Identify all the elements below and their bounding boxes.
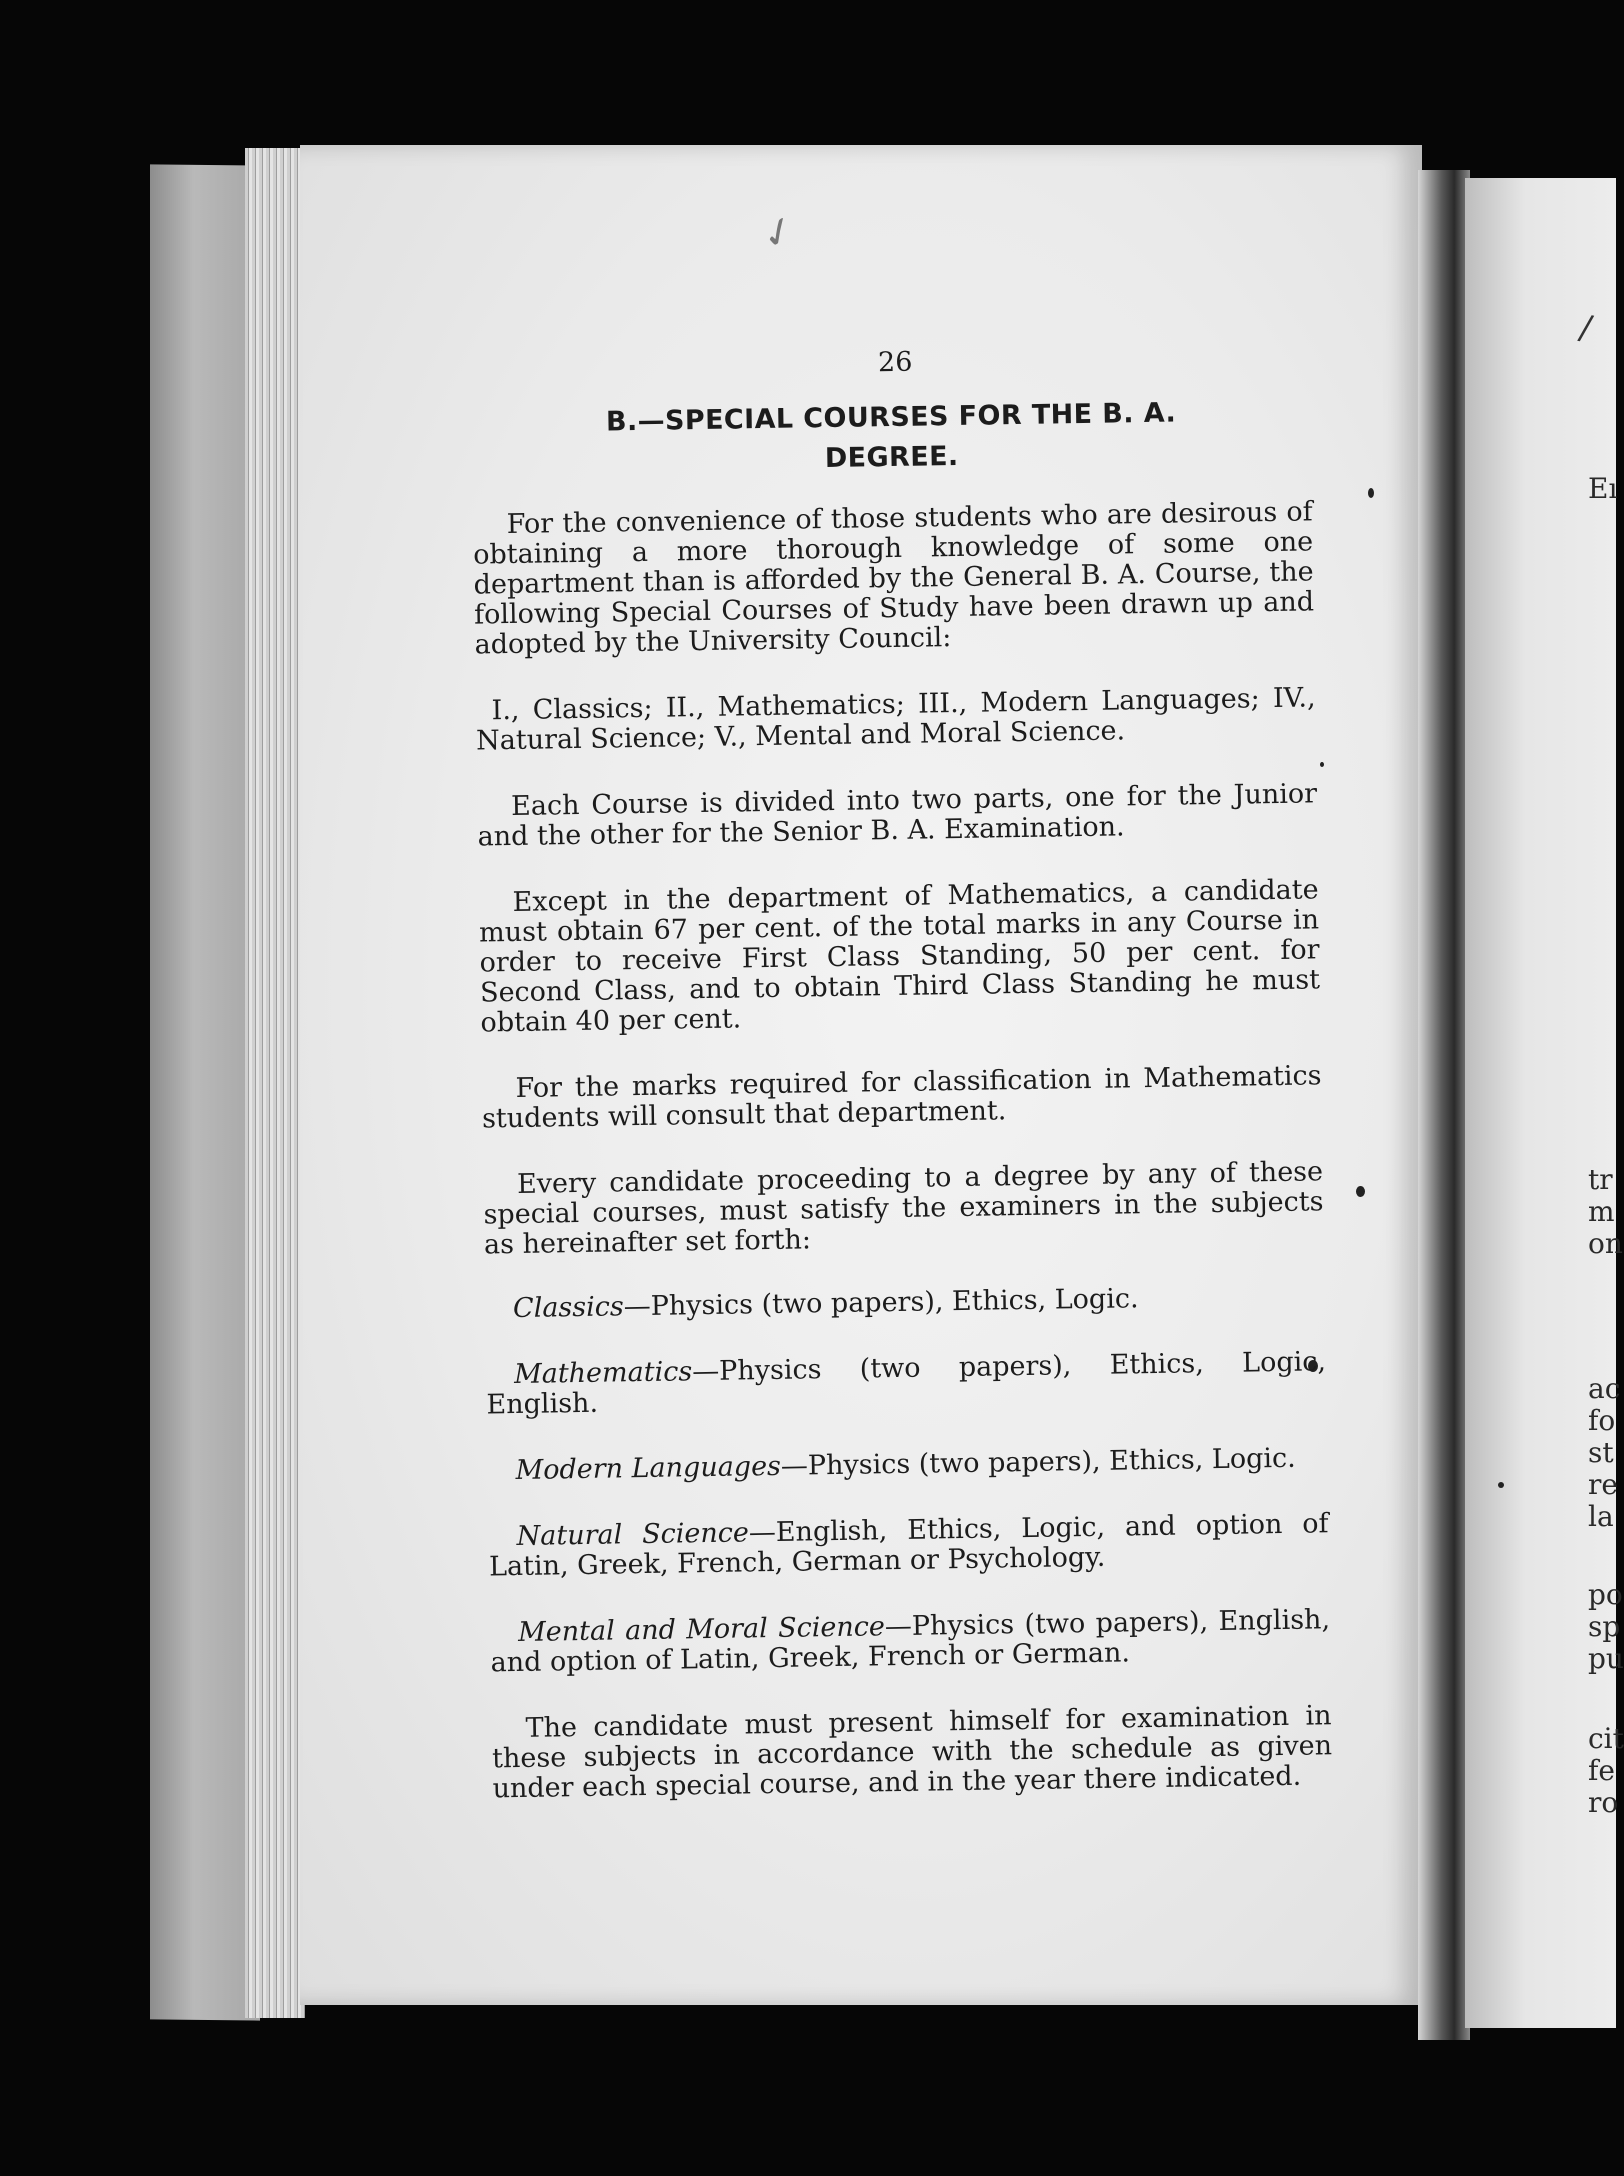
subject-entry-classics xyxy=(485,1281,1325,1324)
subject-requirements: —Physics (two papers), English, and option of Latin, Greek, French or German. xyxy=(490,1604,1331,1679)
subject-name: Modern Languages xyxy=(515,1450,782,1487)
facing-fragment: la xyxy=(1588,1500,1614,1533)
pencil-mark: ✓ xyxy=(753,205,804,261)
examiners-paragraph: Every candidate proceeding to a degree by any of these special courses, must satisfy the examiners in the subjects as hereinafter set forth: xyxy=(483,1156,1324,1261)
facing-fragment: tr xyxy=(1588,1163,1613,1196)
closing-paragraph: The candidate must present himself for examination in these subjects in accordance with the schedule as given under each special course, and in the year there indicated. xyxy=(491,1700,1333,1805)
standing-requirements-paragraph: Except in the department of Mathematics, a candidate must obtain 67 per cent. of the total marks in any Course in order to receive First Class Standing, 50 per cent. for Second Class, and to obtain Third Class Standing he must obtain 40 per cent. xyxy=(478,874,1321,1039)
speck xyxy=(1498,1482,1504,1488)
section-title-line-1: B.—SPECIAL COURSES FOR THE B. A. xyxy=(605,397,1177,438)
speck xyxy=(1320,762,1324,767)
facing-fragment: ro xyxy=(1588,1786,1619,1819)
course-parts-paragraph: Each Course is divided into two parts, one for the Junior and the other for the Senior B. A. Examination. xyxy=(477,778,1318,853)
facing-fragment: sp xyxy=(1588,1610,1621,1643)
subject-name: Mental and Moral Science xyxy=(517,1611,886,1648)
course-list-paragraph: I., Classics; II., Mathematics; III., Modern Languages; IV., Natural Science; V., Mental and Moral Science. xyxy=(475,682,1316,757)
section-title-line-2: DEGREE. xyxy=(824,440,959,475)
subject-entry-mathematics xyxy=(486,1347,1327,1420)
subject-entry-modern-languages xyxy=(487,1443,1327,1486)
facing-fragment: po xyxy=(1588,1578,1623,1611)
subject-name: Classics xyxy=(512,1291,624,1325)
facing-fragment: on xyxy=(1588,1227,1623,1260)
book-cover-edge xyxy=(150,164,260,2020)
facing-fragment: st xyxy=(1588,1436,1614,1469)
facing-fragment: pu xyxy=(1588,1642,1624,1675)
subject-requirements: —Physics (two papers), Ethics, Logic, English. xyxy=(486,1346,1327,1421)
book-gutter xyxy=(1418,170,1470,2040)
facing-fragment: fo xyxy=(1588,1404,1616,1437)
facing-fragment: cit xyxy=(1588,1722,1624,1755)
subject-requirements: —Physics (two papers), Ethics, Logic. xyxy=(623,1283,1139,1323)
subject-name: Mathematics xyxy=(513,1356,693,1391)
facing-fragment: m xyxy=(1588,1195,1615,1228)
page-number: 26 xyxy=(877,346,913,379)
mathematics-marks-paragraph: For the marks required for classification in Mathematics students will consult that department. xyxy=(481,1060,1322,1135)
speck xyxy=(1368,488,1374,498)
intro-paragraph: For the convenience of those students who are desirous of obtaining a more thorough knowledge of some one department than is afforded by the General B. A. Course, the following Special Courses of Study have been drawn up and adopted by the University Council: xyxy=(472,496,1315,661)
subject-requirements: —Physics (two papers), Ethics, Logic. xyxy=(780,1442,1296,1482)
facing-page-mark: / xyxy=(1575,307,1596,349)
subject-name: Natural Science xyxy=(516,1517,750,1553)
facing-fragment: Eı xyxy=(1588,472,1618,505)
subject-entry-mental-moral-science xyxy=(490,1605,1331,1678)
page-text-block xyxy=(470,341,1333,1840)
facing-fragment: ac xyxy=(1588,1372,1621,1405)
speck xyxy=(1356,1186,1365,1197)
section-title xyxy=(471,391,1312,484)
facing-fragment: re xyxy=(1588,1468,1618,1501)
subject-requirements: —English, Ethics, Logic, and option of Latin, Greek, French, German or Psychology. xyxy=(488,1508,1329,1583)
page-edges xyxy=(245,148,305,2018)
subject-entry-natural-science xyxy=(488,1509,1329,1582)
facing-fragment: fe xyxy=(1588,1754,1615,1787)
